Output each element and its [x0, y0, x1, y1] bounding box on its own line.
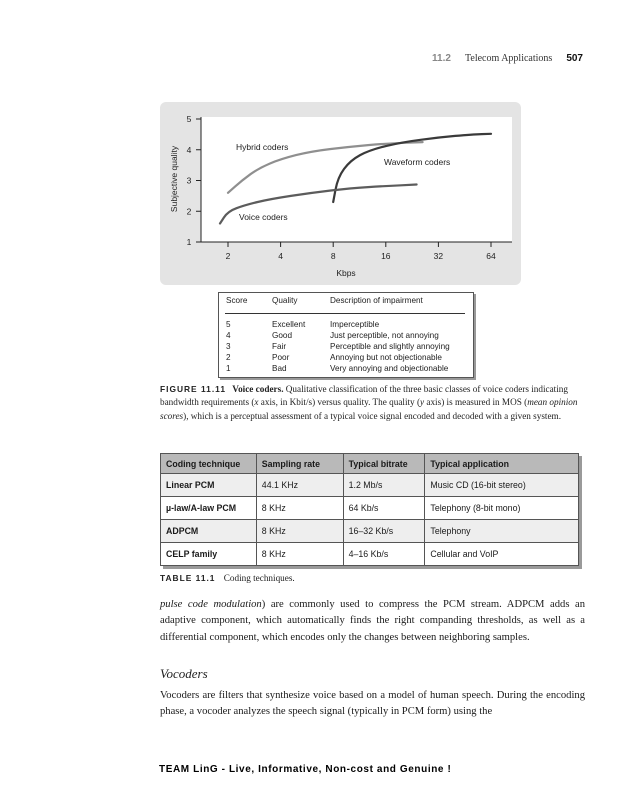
x-axis-label: Kbps — [336, 268, 356, 278]
x-tick-label: 4 — [278, 251, 283, 261]
score-row — [219, 353, 473, 364]
caption-text: ), which is a perceptual assessment of a typical voice signal encoded and decoded with a given system. — [183, 410, 561, 421]
score-row — [219, 364, 473, 375]
table-caption — [160, 573, 295, 583]
cell-application: Telephony (8-bit mono) — [425, 497, 579, 520]
figure-caption — [160, 383, 585, 423]
cell-technique: µ-law/A-law PCM — [161, 497, 257, 520]
section-number: 11.2 — [432, 53, 451, 64]
label-voice-coders: Voice coders — [239, 212, 288, 222]
score-quality: Good — [272, 331, 293, 340]
table-label: TABLE 11.1 — [160, 573, 216, 583]
cell-technique: Linear PCM — [161, 474, 257, 497]
cell-application: Music CD (16-bit stereo) — [425, 474, 579, 497]
score-description: Perceptible and slightly annoying — [330, 342, 450, 351]
table-row — [161, 497, 579, 520]
caption-text: axis, in Kbit/s) versus quality. The quality ( — [258, 397, 421, 408]
cell-application: Telephony — [425, 520, 579, 543]
score-value: 1 — [226, 364, 231, 373]
section-heading: Vocoders — [160, 666, 208, 681]
x-tick-label: 16 — [381, 251, 391, 261]
table-caption-text: Coding techniques. — [223, 573, 295, 583]
score-quality: Poor — [272, 353, 290, 362]
page-number: 507 — [566, 53, 583, 64]
voice-coders-chart — [160, 102, 521, 285]
section-title: Telecom Applications — [464, 53, 553, 64]
header-typical-application: Typical application — [425, 454, 579, 474]
score-header-score: Score — [226, 296, 248, 305]
y-tick-label: 2 — [186, 206, 192, 217]
cell-bitrate: 1.2 Mb/s — [343, 474, 425, 497]
x-tick-label: 32 — [433, 251, 444, 261]
table-row — [161, 474, 579, 497]
score-quality: Bad — [272, 364, 287, 373]
score-table-header — [219, 296, 473, 308]
table-header-row — [161, 454, 579, 474]
header-coding-technique: Coding technique — [161, 454, 257, 474]
score-row — [219, 331, 473, 342]
score-table — [218, 292, 474, 378]
y-tick-label: 1 — [186, 237, 192, 247]
score-description: Very annoying and objectionable — [330, 364, 449, 373]
cell-sampling: 8 KHz — [256, 497, 343, 520]
y-ticks — [187, 114, 201, 247]
cell-sampling: 44.1 KHz — [256, 474, 343, 497]
x-tick-label: 2 — [225, 251, 231, 261]
x-tick-label: 64 — [486, 251, 496, 261]
score-value: 2 — [226, 353, 231, 362]
table-row — [161, 520, 579, 543]
y-axis-label: Subjective quality — [169, 145, 179, 213]
score-quality: Fair — [272, 342, 287, 351]
body-paragraph — [160, 597, 585, 646]
caption-italic: y — [420, 397, 425, 408]
score-description: Annoying but not objectionable — [330, 353, 442, 362]
label-waveform-coders: Waveform coders — [384, 157, 451, 167]
paragraph-text: ) are commonly used to compress the PCM stream. ADPCM adds an adaptive component, which automatically finds the right companding thresholds, as well as a differential component, which encodes only the changes between neighboring samples. — [160, 599, 585, 643]
y-tick-label: 4 — [186, 144, 192, 155]
figure-label: FIGURE 11.11 — [160, 384, 226, 394]
cell-technique: ADPCM — [161, 520, 257, 543]
score-table-rule — [225, 313, 465, 314]
cell-bitrate: 16–32 Kb/s — [343, 520, 425, 543]
label-hybrid-coders: Hybrid coders — [236, 142, 289, 152]
score-value: 4 — [226, 331, 231, 340]
score-value: 3 — [226, 342, 231, 351]
header-sampling-rate: Sampling rate — [256, 454, 343, 474]
body-paragraph-vocoders: Vocoders are filters that synthesize voice based on a model of human speech. During the encoding phase, a vocoder analyzes the speech signal (typically in PCM form) using the — [160, 690, 585, 718]
table-row — [161, 543, 579, 566]
y-tick-label: 5 — [186, 114, 192, 124]
cell-sampling: 8 KHz — [256, 543, 343, 566]
caption-italic: mean opinion scores — [160, 397, 578, 421]
x-ticks — [226, 242, 496, 261]
figure-title: Voice coders. — [232, 384, 284, 394]
score-header-description: Description of impairment — [330, 296, 423, 305]
score-row — [219, 342, 473, 353]
score-quality: Excellent — [272, 320, 306, 329]
cell-sampling: 8 KHz — [256, 520, 343, 543]
score-description: Imperceptible — [330, 320, 380, 329]
running-header — [432, 53, 583, 64]
cell-application: Cellular and VoIP — [425, 543, 579, 566]
header-typical-bitrate: Typical bitrate — [343, 454, 425, 474]
paragraph-italic: pulse code modulation — [160, 599, 262, 610]
footer-watermark: TEAM LinG - Live, Informative, Non-cost and Genuine ! — [159, 764, 452, 775]
score-header-quality: Quality — [272, 296, 298, 305]
cell-bitrate: 64 Kb/s — [343, 497, 425, 520]
score-description: Just perceptible, not annoying — [330, 331, 439, 340]
x-tick-label: 8 — [330, 251, 336, 261]
coding-techniques-table — [160, 453, 579, 566]
cell-technique: CELP family — [161, 543, 257, 566]
score-value: 5 — [226, 320, 231, 329]
caption-text: Qualitative classification of the three basic classes of voice coders indicating bandwidth requirements ( — [160, 384, 568, 408]
cell-bitrate: 4–16 Kb/s — [343, 543, 425, 566]
y-tick-label: 3 — [186, 175, 192, 186]
caption-italic: x — [254, 397, 259, 408]
caption-text: axis) is measured in MOS ( — [424, 397, 528, 408]
score-row — [219, 320, 473, 331]
